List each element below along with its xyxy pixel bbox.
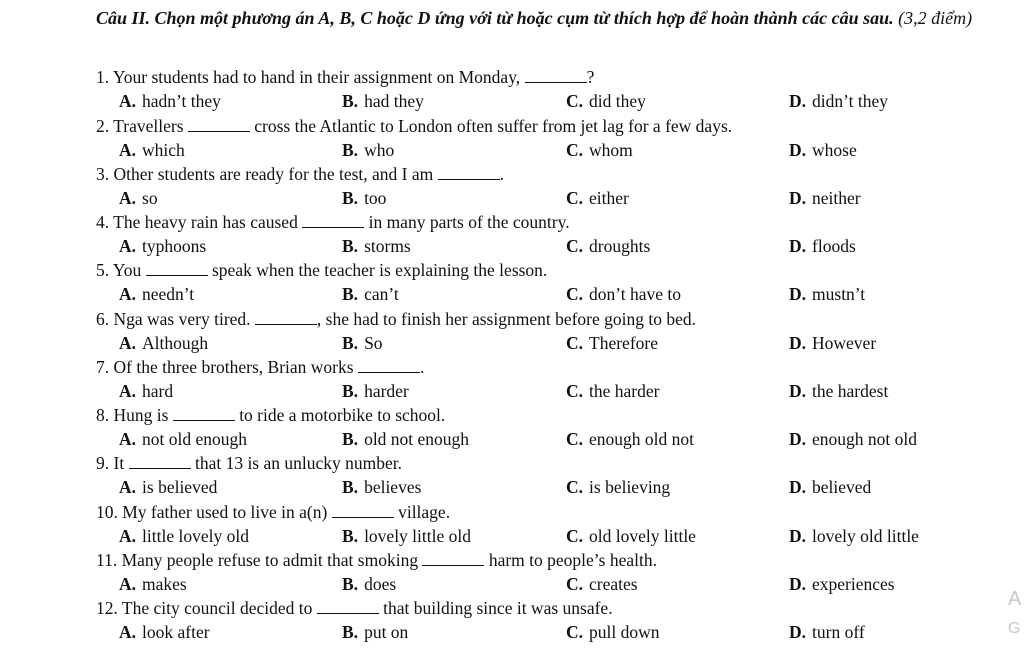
question-text: 6. Nga was very tired.: [96, 309, 255, 329]
option-c[interactable]: [566, 187, 629, 209]
option-text: However: [812, 333, 877, 353]
question-text: 4. The heavy rain has caused: [96, 212, 303, 232]
option-text: experiences: [812, 574, 895, 594]
edge-letter: A: [1008, 588, 1022, 610]
option-letter: C.: [566, 333, 584, 353]
question-4: [96, 211, 996, 233]
option-d[interactable]: [789, 380, 888, 402]
option-b[interactable]: [342, 332, 383, 354]
option-b[interactable]: [342, 187, 386, 209]
question-text-end: harm to people’s health.: [484, 550, 657, 570]
answer-blank[interactable]: [173, 406, 235, 421]
answer-blank[interactable]: [188, 117, 250, 132]
option-text: floods: [812, 236, 856, 256]
option-letter: A.: [119, 333, 137, 353]
option-text: can’t: [364, 284, 399, 304]
option-text: creates: [589, 574, 638, 594]
option-letter: C.: [566, 284, 584, 304]
question-text: 12. The city council decided to: [96, 598, 317, 618]
option-text: put on: [364, 622, 409, 642]
option-letter: B.: [342, 429, 359, 449]
option-d[interactable]: [789, 90, 888, 112]
option-text: harder: [364, 381, 409, 401]
option-d[interactable]: [789, 476, 871, 498]
option-letter: A.: [119, 284, 137, 304]
option-b[interactable]: [342, 573, 396, 595]
question-text: 9. It: [96, 453, 129, 473]
option-letter: A.: [119, 140, 137, 160]
option-d[interactable]: [789, 283, 865, 305]
option-c[interactable]: [566, 476, 670, 498]
option-letter: B.: [342, 333, 359, 353]
question-12: [96, 597, 996, 619]
option-letter: B.: [342, 477, 359, 497]
question-text-end: .: [499, 164, 504, 184]
option-text: did they: [589, 91, 646, 111]
question-2: [96, 115, 996, 137]
option-c[interactable]: [566, 573, 638, 595]
option-text: who: [364, 140, 395, 160]
option-text: didn’t they: [812, 91, 889, 111]
question-text-end: .: [419, 357, 425, 377]
answer-blank[interactable]: [146, 261, 208, 276]
option-a[interactable]: [119, 187, 158, 209]
option-letter: A.: [119, 91, 137, 111]
option-text: lovely old little: [812, 526, 919, 546]
option-d[interactable]: [789, 332, 876, 354]
option-c[interactable]: [566, 139, 633, 161]
option-a[interactable]: [119, 621, 210, 643]
option-c[interactable]: [566, 380, 659, 402]
option-a[interactable]: [119, 380, 173, 402]
option-c[interactable]: [566, 90, 646, 112]
option-d[interactable]: [789, 139, 857, 161]
option-b[interactable]: [342, 428, 469, 450]
option-text: needn’t: [142, 284, 195, 304]
option-a[interactable]: [119, 283, 194, 305]
option-letter: C.: [566, 477, 584, 497]
option-letter: B.: [342, 381, 359, 401]
option-text: Although: [142, 333, 209, 353]
answer-blank[interactable]: [438, 165, 500, 180]
option-a[interactable]: [119, 573, 187, 595]
option-text: look after: [142, 622, 210, 642]
option-c[interactable]: [566, 428, 694, 450]
option-text: believes: [364, 477, 422, 497]
option-b[interactable]: [342, 235, 411, 257]
question-text-end: to ride a motorbike to school.: [234, 405, 446, 425]
option-letter: A.: [119, 526, 137, 546]
option-c[interactable]: [566, 621, 660, 643]
option-text: is believed: [142, 477, 218, 497]
option-letter: A.: [119, 188, 137, 208]
answer-blank[interactable]: [255, 310, 317, 325]
question-text-end: that building since it was unsafe.: [378, 598, 613, 618]
option-letter: D.: [789, 140, 807, 160]
option-c[interactable]: [566, 525, 696, 547]
option-letter: A.: [119, 477, 137, 497]
option-letter: D.: [789, 91, 807, 111]
option-text: which: [142, 140, 185, 160]
option-text: lovely little old: [364, 526, 471, 546]
question-text-end: speak when the teacher is explaining the lesson.: [207, 260, 548, 280]
option-text: old lovely little: [589, 526, 696, 546]
option-text: droughts: [589, 236, 651, 256]
option-letter: C.: [566, 91, 584, 111]
option-c[interactable]: [566, 332, 658, 354]
option-text: typhoons: [142, 236, 207, 256]
option-letter: B.: [342, 91, 359, 111]
option-b[interactable]: [342, 139, 394, 161]
section-title: Câu II. Chọn một phương án A, B, C hoặc D ứng với từ hoặc cụm từ thích hợp để hoàn thành các câu sau.: [96, 8, 894, 28]
option-text: don’t have to: [589, 284, 682, 304]
option-b[interactable]: [342, 283, 399, 305]
option-text: had they: [364, 91, 424, 111]
option-letter: D.: [789, 477, 807, 497]
option-letter: D.: [789, 333, 807, 353]
answer-blank[interactable]: [317, 599, 379, 614]
question-text-end: in many parts of the country.: [364, 212, 570, 232]
option-text: whose: [812, 140, 857, 160]
option-d[interactable]: [789, 525, 919, 547]
question-text-end: village.: [393, 502, 451, 522]
option-text: makes: [142, 574, 187, 594]
answer-blank[interactable]: [302, 213, 364, 228]
question-3: [96, 163, 996, 185]
option-b[interactable]: [342, 380, 409, 402]
option-letter: C.: [566, 188, 584, 208]
question-text-end: ?: [586, 67, 595, 87]
option-letter: C.: [566, 574, 584, 594]
option-text: enough not old: [812, 429, 918, 449]
question-text: 1. Your students had to hand in their assignment on Monday,: [96, 67, 525, 87]
question-text-end: cross the Atlantic to London often suffer from jet lag for a few days.: [249, 116, 733, 136]
option-text: the hardest: [812, 381, 889, 401]
option-d[interactable]: [789, 235, 856, 257]
question-text: 8. Hung is: [96, 405, 173, 425]
option-text: hard: [142, 381, 174, 401]
option-letter: B.: [342, 140, 359, 160]
answer-blank[interactable]: [129, 454, 191, 469]
option-text: believed: [812, 477, 872, 497]
option-text: pull down: [589, 622, 660, 642]
question-1: [96, 66, 996, 88]
option-b[interactable]: [342, 476, 421, 498]
option-letter: B.: [342, 574, 359, 594]
option-letter: C.: [566, 622, 584, 642]
option-letter: C.: [566, 429, 584, 449]
question-8: [96, 404, 996, 426]
question-6: [96, 308, 996, 330]
option-letter: B.: [342, 284, 359, 304]
option-d[interactable]: [789, 573, 895, 595]
edge-letter: G: [1008, 620, 1021, 637]
option-letter: A.: [119, 622, 137, 642]
option-a[interactable]: [119, 428, 247, 450]
question-text: 10. My father used to live in a(n): [96, 502, 332, 522]
option-text: So: [364, 333, 383, 353]
option-letter: A.: [119, 236, 137, 256]
question-text-end: that 13 is an unlucky number.: [190, 453, 403, 473]
option-text: is believing: [589, 477, 671, 497]
answer-blank[interactable]: [525, 68, 587, 83]
question-text: 5. You: [96, 260, 146, 280]
option-text: does: [364, 574, 397, 594]
answer-blank[interactable]: [332, 503, 394, 518]
option-text: Therefore: [589, 333, 658, 353]
option-text: not old enough: [142, 429, 248, 449]
question-text-end: , she had to finish her assignment before going to bed.: [316, 309, 697, 329]
option-text: turn off: [812, 622, 865, 642]
question-text: 11. Many people refuse to admit that smoking: [96, 550, 423, 570]
section-points: (3,2 điểm): [898, 8, 973, 28]
option-a[interactable]: [119, 332, 208, 354]
option-text: mustn’t: [812, 284, 866, 304]
option-letter: C.: [566, 381, 584, 401]
option-text: hadn’t they: [142, 91, 221, 111]
option-text: the harder: [589, 381, 660, 401]
option-letter: A.: [119, 574, 137, 594]
option-text: little lovely old: [142, 526, 249, 546]
question-10: [96, 501, 996, 523]
question-text: 7. Of the three brothers, Brian works: [96, 357, 358, 377]
option-letter: C.: [566, 140, 584, 160]
option-letter: D.: [789, 574, 807, 594]
option-a[interactable]: [119, 235, 206, 257]
option-a[interactable]: [119, 90, 221, 112]
option-letter: C.: [566, 236, 584, 256]
option-text: so: [142, 188, 158, 208]
option-a[interactable]: [119, 139, 185, 161]
answer-blank[interactable]: [422, 551, 484, 566]
option-letter: D.: [789, 236, 807, 256]
option-text: either: [589, 188, 629, 208]
option-b[interactable]: [342, 525, 471, 547]
option-c[interactable]: [566, 283, 681, 305]
option-letter: B.: [342, 236, 359, 256]
question-9: [96, 452, 996, 474]
option-letter: D.: [789, 429, 807, 449]
option-text: neither: [812, 188, 861, 208]
option-b[interactable]: [342, 621, 408, 643]
option-a[interactable]: [119, 476, 217, 498]
section-heading: [96, 6, 1006, 30]
question-5: [96, 259, 996, 281]
option-letter: B.: [342, 188, 359, 208]
option-a[interactable]: [119, 525, 249, 547]
question-11: [96, 549, 996, 571]
option-d[interactable]: [789, 428, 917, 450]
option-text: old not enough: [364, 429, 470, 449]
option-text: storms: [364, 236, 411, 256]
option-text: too: [364, 188, 387, 208]
option-letter: A.: [119, 381, 137, 401]
option-letter: D.: [789, 622, 807, 642]
option-letter: A.: [119, 429, 137, 449]
option-text: whom: [589, 140, 633, 160]
option-d[interactable]: [789, 621, 865, 643]
option-letter: D.: [789, 188, 807, 208]
option-c[interactable]: [566, 235, 650, 257]
option-letter: C.: [566, 526, 584, 546]
option-d[interactable]: [789, 187, 861, 209]
option-letter: D.: [789, 284, 807, 304]
option-b[interactable]: [342, 90, 424, 112]
option-letter: B.: [342, 622, 359, 642]
option-letter: B.: [342, 526, 359, 546]
question-text: 2. Travellers: [96, 116, 188, 136]
option-letter: D.: [789, 526, 807, 546]
question-7: [96, 356, 996, 378]
option-letter: D.: [789, 381, 807, 401]
question-text: 3. Other students are ready for the test, and I am: [96, 164, 438, 184]
answer-blank[interactable]: [358, 358, 420, 373]
option-text: enough old not: [589, 429, 695, 449]
